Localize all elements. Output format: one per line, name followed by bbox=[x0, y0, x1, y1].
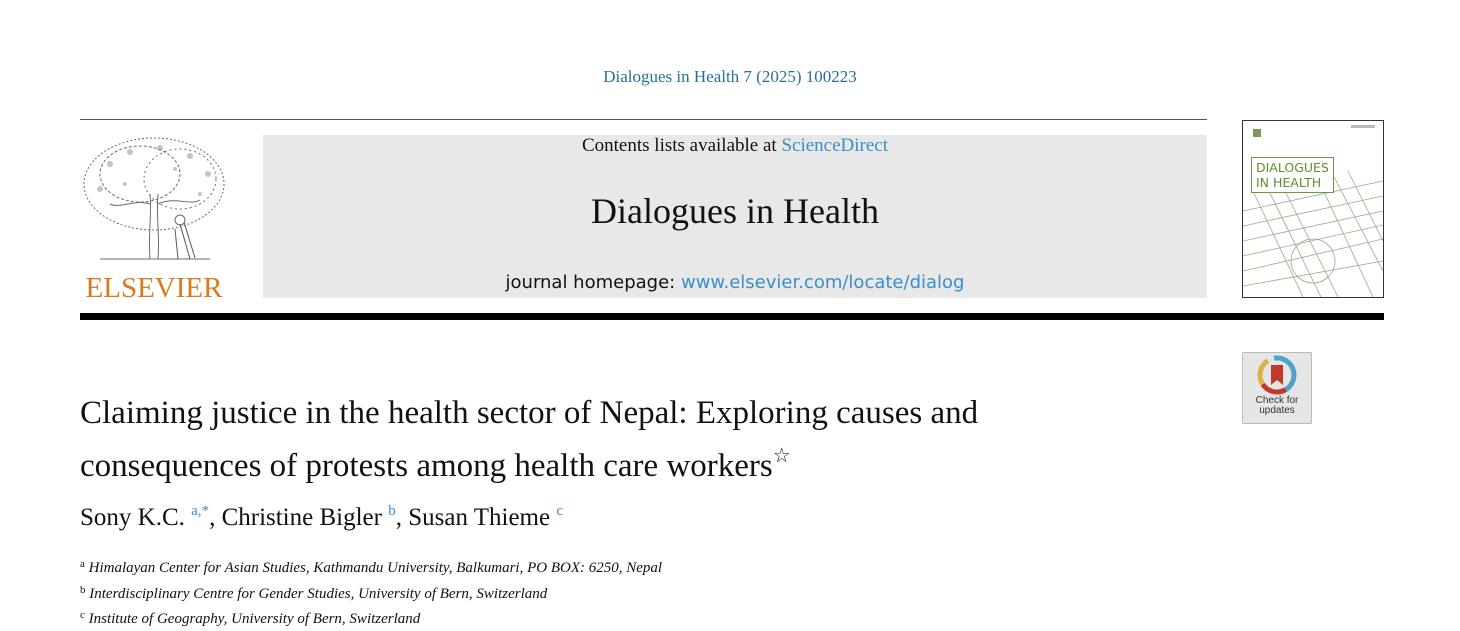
journal-cover-thumbnail[interactable] bbox=[1242, 120, 1384, 298]
affiliation-item bbox=[80, 554, 662, 580]
contents-line bbox=[263, 135, 1207, 157]
affiliation-list bbox=[80, 554, 662, 631]
author-name[interactable]: Christine Bigler bbox=[221, 504, 382, 531]
sciencedirect-link[interactable]: ScienceDirect bbox=[781, 135, 889, 156]
cover-title-line: IN HEALTH bbox=[1256, 175, 1322, 190]
homepage-prefix: journal homepage: bbox=[505, 272, 681, 293]
check-for-updates-button[interactable] bbox=[1242, 352, 1312, 424]
affiliation-text: Interdisciplinary Centre for Gender Studies, University of Bern, Switzerland bbox=[89, 585, 548, 602]
author-name[interactable]: Sony K.C. bbox=[80, 504, 185, 531]
author-affiliation-mark[interactable]: c bbox=[556, 503, 564, 519]
title-footnote-star[interactable]: ☆ bbox=[772, 445, 791, 467]
journal-banner bbox=[263, 135, 1207, 298]
affiliation-mark: c bbox=[80, 609, 85, 621]
contents-prefix: Contents lists available at bbox=[581, 135, 782, 156]
elsevier-wordmark: ELSEVIER bbox=[85, 272, 223, 304]
affiliation-mark: a bbox=[80, 558, 85, 570]
elsevier-logo[interactable] bbox=[80, 134, 228, 302]
journal-citation[interactable]: Dialogues in Health 7 (2025) 100223 bbox=[603, 67, 857, 86]
article-title-line1: Claiming justice in the health sector of Nepal: Exploring causes and bbox=[80, 395, 979, 431]
affiliation-item bbox=[80, 580, 662, 606]
header-thick-divider bbox=[80, 313, 1384, 320]
check-line2: updates bbox=[1259, 405, 1295, 416]
article-title bbox=[80, 392, 1180, 488]
author-affiliation-mark[interactable]: a,* bbox=[191, 503, 210, 519]
author-name[interactable]: Susan Thieme bbox=[408, 504, 551, 531]
affiliation-text: Himalayan Center for Asian Studies, Kathmandu University, Balkumari, PO BOX: 6250, Nepal bbox=[88, 560, 663, 576]
homepage-link[interactable]: www.elsevier.com/locate/dialog bbox=[680, 272, 965, 293]
affiliation-mark: b bbox=[80, 583, 86, 596]
author-list: Sony K.C. $^{a,*}$, Christine Bigler $^b$, Susan Thieme $^c$ bbox=[80, 503, 564, 531]
crossmark-icon bbox=[1243, 353, 1311, 397]
elsevier-tree-icon bbox=[80, 134, 228, 269]
header-divider bbox=[80, 119, 1207, 120]
city-map-icon bbox=[1243, 121, 1383, 297]
author-affiliation-mark[interactable]: b bbox=[388, 503, 396, 519]
affiliation-item bbox=[80, 605, 662, 631]
cover-title-line: DIALOGUES bbox=[1256, 160, 1329, 175]
check-line1: Check for bbox=[1255, 395, 1299, 406]
affiliation-text: Institute of Geography, University of Bern, Switzerland bbox=[88, 611, 421, 627]
journal-homepage-line bbox=[263, 272, 1207, 293]
cover-title-box bbox=[1251, 157, 1334, 193]
article-title-line2: consequences of protests among health care workers bbox=[80, 448, 773, 484]
check-for-updates-label bbox=[1243, 396, 1311, 416]
journal-title: Dialogues in Health bbox=[591, 191, 879, 231]
